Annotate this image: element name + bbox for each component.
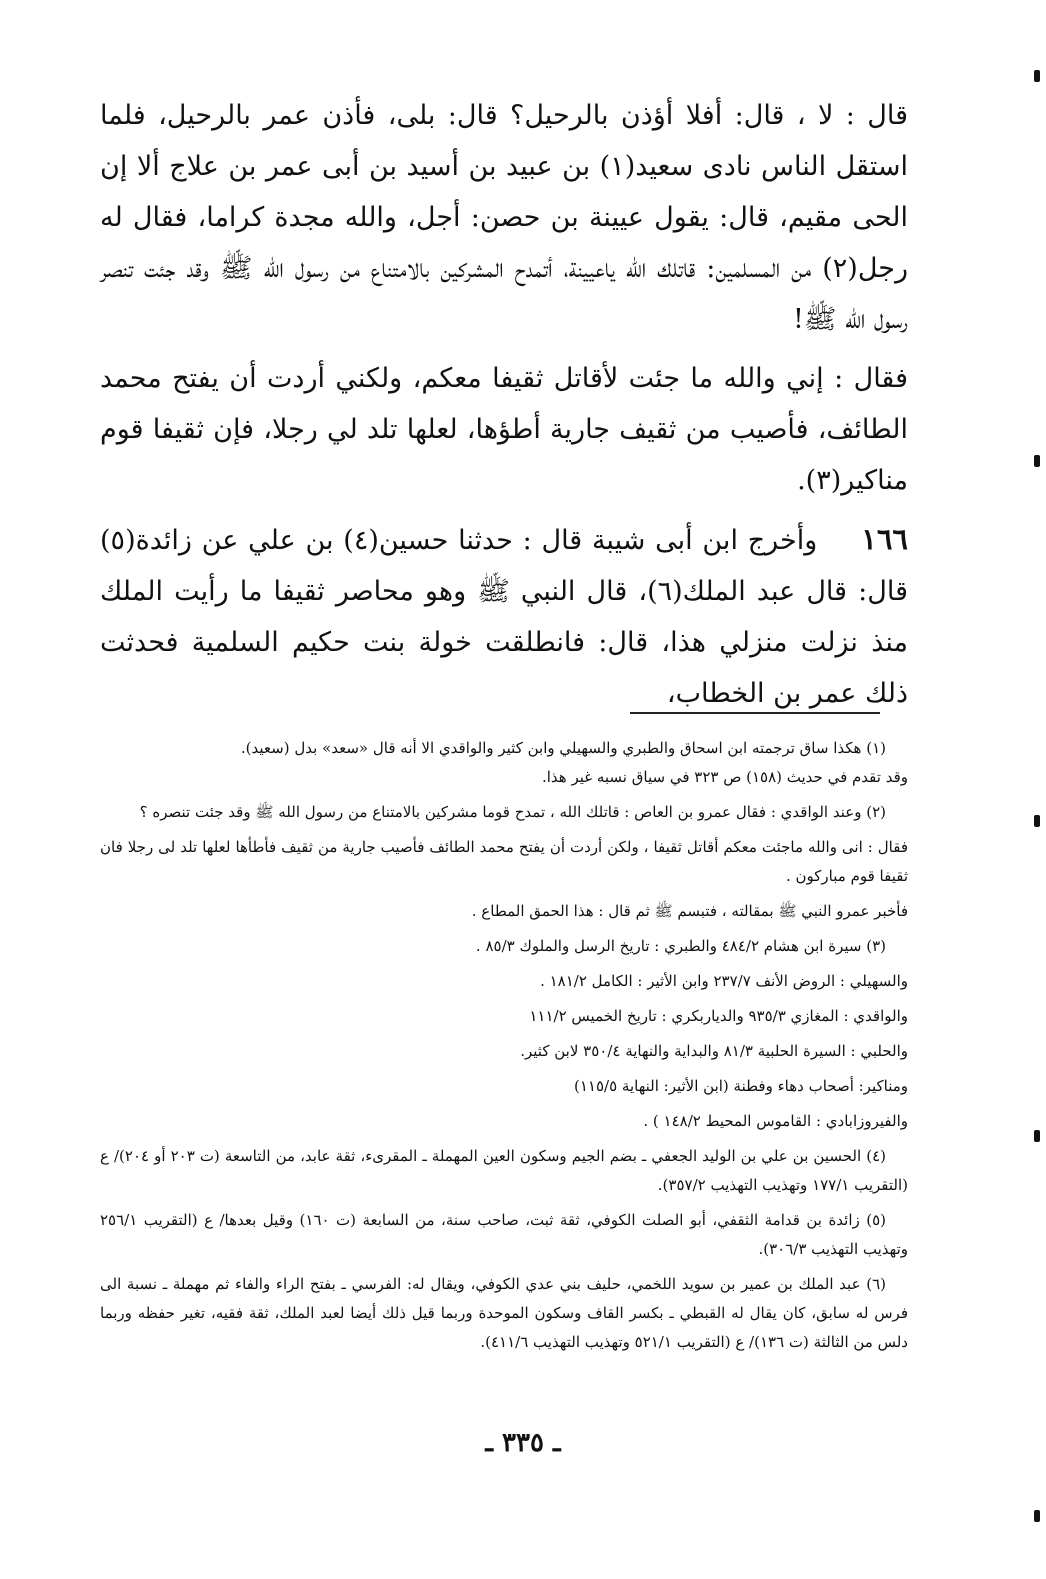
main-text	[100, 90, 908, 727]
scan-mark	[1034, 1510, 1040, 1522]
footnote-6-text: (٦) عبد الملك بن عمير بن سويد اللخمي، حليف بني عدي الكوفي، ويقال له: الفرسي ـ بفتح الراء والفاء ثم مهملة ـ نسبة الى فرس له سابق، كان يقال له القبطي ـ بكسر القاف وسكون الموحدة وربما قيل ذلك أيضا لعبد الملك، ثقة فقيه، تغير حفظه وربما دلس من الثالثة (ت ١٣٦)/ ع (التقريب ٥٢١/١ وتهذيب التهذيب ٤١١/٦).	[100, 1275, 908, 1351]
scan-mark	[1034, 455, 1040, 467]
footnote-3-line-2: والسهيلي : الروض الأنف ٢٣٧/٧ وابن الأثير : الكامل ١٨١/٢ .	[540, 972, 908, 990]
hadith-number: ١٦٦	[861, 522, 908, 556]
paragraph-2: فقال : إني والله ما جئت لأقاتل ثقيفا معكم، ولكني أردت أن يفتح محمد الطائف، فأصيب من ثقيف جارية أطؤها، لعلها تلد لي رجلا، فإن ثقيفا قوم مناكير(٣).	[100, 363, 908, 496]
footnote-3-line-5: ومناكير: أصحاب دهاء وفطنة (ابن الأثير: النهاية ١١٥/٥)	[574, 1077, 908, 1095]
footnote-3-line-6: والفيروزابادي : القاموس المحيط ١٤٨/٢ ) .	[643, 1112, 908, 1130]
scan-mark	[1034, 815, 1040, 827]
footnote-2-end: فأخبر عمرو النبي ﷺ بمقالته ، فتبسم ﷺ ثم قال : هذا الحمق المطاع .	[471, 902, 908, 920]
footnotes	[100, 734, 908, 1363]
scan-mark	[1034, 70, 1040, 82]
page-number: ـ ٣٣٥ ـ	[485, 1428, 561, 1458]
footnote-3-line-3: والواقدي : المغازي ٩٣٥/٣ والدياربكري : تاريخ الخميس ١١١/٢	[529, 1007, 908, 1025]
footnote-2	[100, 798, 908, 827]
footnote-3	[100, 932, 908, 961]
footnote-1-cont: وقد تقدم في حديث (١٥٨) ص ٣٢٣ في سياق نسبه غير هذا.	[541, 768, 908, 786]
footnote-5	[100, 1206, 908, 1264]
paragraph-1: قال : لا ، قال: أفلا أؤذن بالرحيل؟ قال: بلى، فأذن عمر بالرحيل، فلما استقل الناس نادى سعيد(١) بن عبيد بن أسيد بن أبى عمر بن علاج ألا إن الحى مقيم، قال: يقول عيينة بن حصن: أجل، والله مجدة كراما، فقال له رجل(٢) من المسلمين: قاتلك الله ياعيينة، أتمدح المشركين بالامتناع من رسول الله ﷺ وقد جئت تنصر رسول الله ﷺ!	[100, 100, 908, 335]
footnote-1	[100, 734, 908, 792]
footnote-3-text: (٣) سيرة ابن هشام ٤٨٤/٢ والطبري : تاريخ الرسل والملوك ٨٥/٣ .	[475, 937, 886, 955]
footnote-separator	[630, 712, 880, 714]
footnote-2-quote: فقال : انى والله ماجئت معكم أقاتل ثقيفا ، ولكن أردت أن يفتح محمد الطائف فأصيب جارية من ثقيف فأطأها لعلها تلد لى رجلا فان ثقيفا قوم مباركون .	[100, 838, 908, 885]
footnote-2-text: (٢) وعند الواقدي : فقال عمرو بن العاص : قاتلك الله ، تمدح قوما مشركين بالامتناع من رسول الله ﷺ وقد جئت تنصره ؟	[139, 803, 886, 821]
paragraph-3-text: وأخرج ابن أبى شيبة قال : حدثنا حسين(٤) بن علي عن زائدة(٥) قال: قال عبد الملك(٦)، قال النبي ﷺ وهو محاصر ثقيفا ما رأيت الملك منذ نزلت منزلي هذا، قال: فانطلقت خولة بنت حكيم السلمية فحدثت ذلك عمر بن الخطاب،	[100, 525, 909, 709]
footnote-6	[100, 1270, 908, 1357]
footnote-4-text: (٤) الحسين بن علي بن الوليد الجعفي ـ بضم الجيم وسكون العين المهملة ـ المقرىء، ثقة عابد، من التاسعة (ت ٢٠٣ أو ٢٠٤)/ ع (التقريب ١٧٧/١ وتهذيب التهذيب ٣٥٧/٢).	[100, 1147, 908, 1194]
footnote-4	[100, 1142, 908, 1200]
footnote-1-text: (١) هكذا ساق ترجمته ابن اسحاق والطبري والسهيلي وابن كثير والواقدي الا أنه قال «سعد» بدل (سعيد).	[240, 739, 886, 757]
paragraph-3	[100, 514, 908, 719]
footnote-3-line-4: والحلبي : السيرة الحلبية ٨١/٣ والبداية والنهاية ٣٥٠/٤ لابن كثير.	[520, 1042, 908, 1060]
scan-mark	[1034, 1130, 1040, 1142]
footnote-5-text: (٥) زائدة بن قدامة الثقفي، أبو الصلت الكوفي، ثقة ثبت، صاحب سنة، من السابعة (ت ١٦٠) وقيل بعدها/ ع (التقريب ٢٥٦/١ وتهذيب التهذيب ٣٠٦/٣).	[100, 1211, 908, 1258]
